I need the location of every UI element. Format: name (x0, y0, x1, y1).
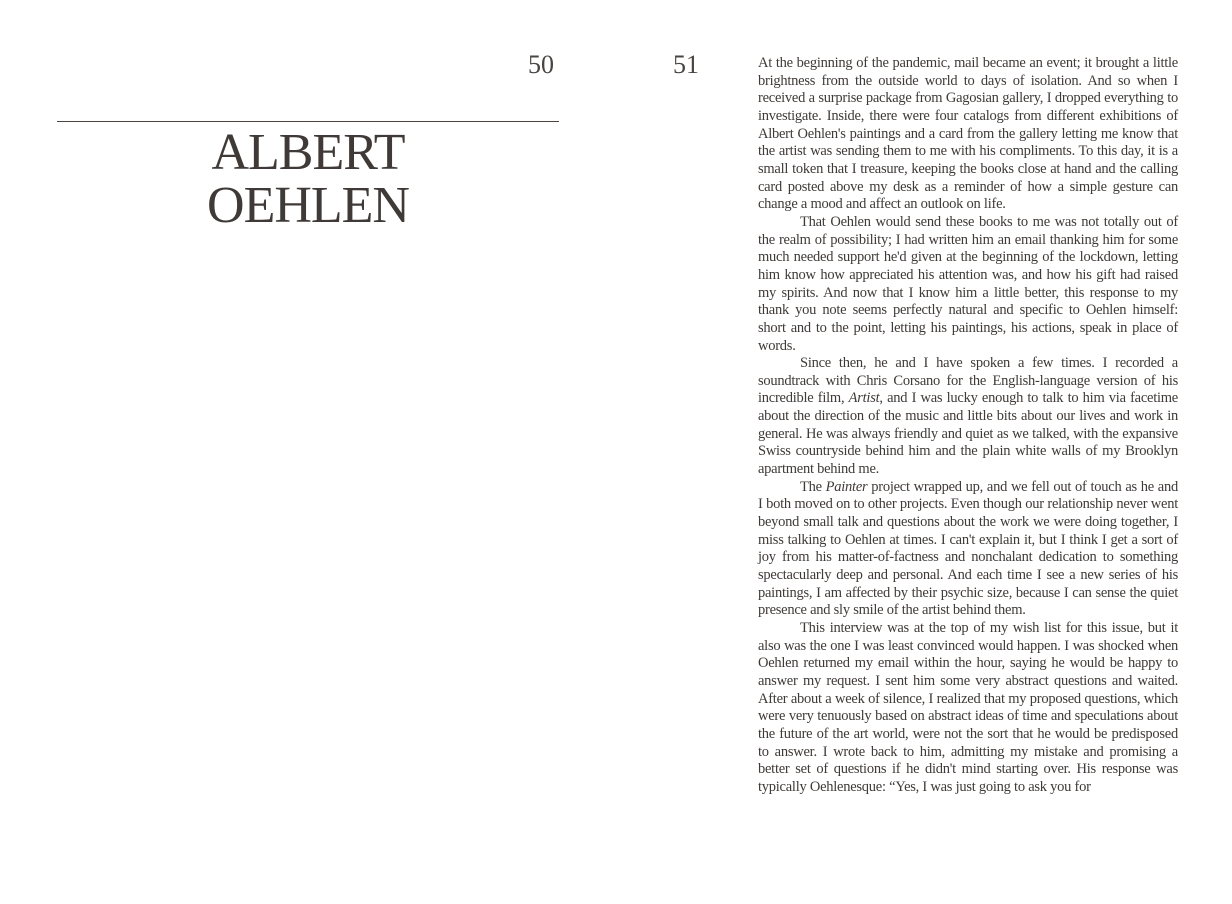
paragraph-text: , and I was lucky enough to talk to him via facetime about the direction of the music and little bits about our lives and work in general. He was always friendly and quiet as we talked, with the expansive Swiss countryside behind him and the plain white walls of my Brooklyn apartment behind me. (758, 390, 1178, 478)
italic-title-text: Artist (848, 390, 880, 407)
article-body (758, 55, 1178, 797)
italic-title-text: Painter (825, 478, 868, 495)
article-title (57, 126, 559, 232)
title-line-1: ALBERT (211, 124, 405, 181)
page-number-right: 51 (673, 50, 699, 79)
paragraph (758, 214, 1178, 355)
paragraph-text: This interview was at the top of my wish list for this issue, but it also was the one I was least convinced would happen. I was shocked when Oehlen returned my email within the hour, saying he would be happy to answer my request. I sent him some very abstract questions and waited. After about a week of silence, I realized that my proposed questions, which were very tenuously based on abstract ideas of time and speculations about the future of the art world, were not the sort that he would be predisposed to answer. I wrote back to him, admitting my mistake and promising a better set of questions if he didn't mind starting over. His response was typically Oehlenesque: “Yes, I was just going to ask you for (758, 620, 1178, 795)
paragraph-text: That Oehlen would send these books to me was not totally out of the realm of possibility; I had written him an email thanking him for some much needed support he'd given at the beginning of the lockdown, letting him know how appreciated his attention was, and how his gift had raised my spirits. And now that I know him a little better, this response to my thank you note seems perfectly natural and specific to Oehlen himself: short and to the point, letting his paintings, his actions, speak in place of words. (758, 213, 1178, 354)
title-rule (57, 121, 559, 122)
paragraph (758, 355, 1178, 479)
paragraph-text: project wrapped up, and we fell out of touch as he and I both moved on to other projects. Even though our relationship never went beyond small talk and questions about the work we were doing together, I miss talking to Oehlen at times. I can't explain it, but I think I get a sort of joy from his matter-of-factness and nonchalant dedication to something spectacularly deep and personal. And each time I see a new series of his paintings, I am affected by their psychic size, because I can sense the quiet presence and sly smile of the artist behind them. (758, 478, 1178, 619)
title-line-2: OEHLEN (207, 177, 409, 234)
paragraph-text: Since then, he and I have spoken a few times. I recorded a soundtrack with Chris Corsano for the English-language version of his incredible film, (758, 355, 1178, 407)
paragraph-text: At the beginning of the pandemic, mail became an event; it brought a little brightness from the outside world to days of isolation. And so when I received a surprise package from Gagosian gallery, I dropped everything to investigate. Inside, there were four catalogs from different exhibitions of Albert Oehlen's paintings and a card from the gallery letting me know that the artist was sending them to me with his compliments. To this day, it is a small token that I treasure, keeping the books close at hand and the calling card posted above my desk as a reminder of how a simple gesture can change a mood and affect an outlook on life. (758, 55, 1178, 213)
paragraph (758, 479, 1178, 620)
paragraph (758, 55, 1178, 214)
page-number-left: 50 (528, 50, 554, 79)
paragraph (758, 620, 1178, 797)
paragraph-text: The (800, 478, 826, 495)
